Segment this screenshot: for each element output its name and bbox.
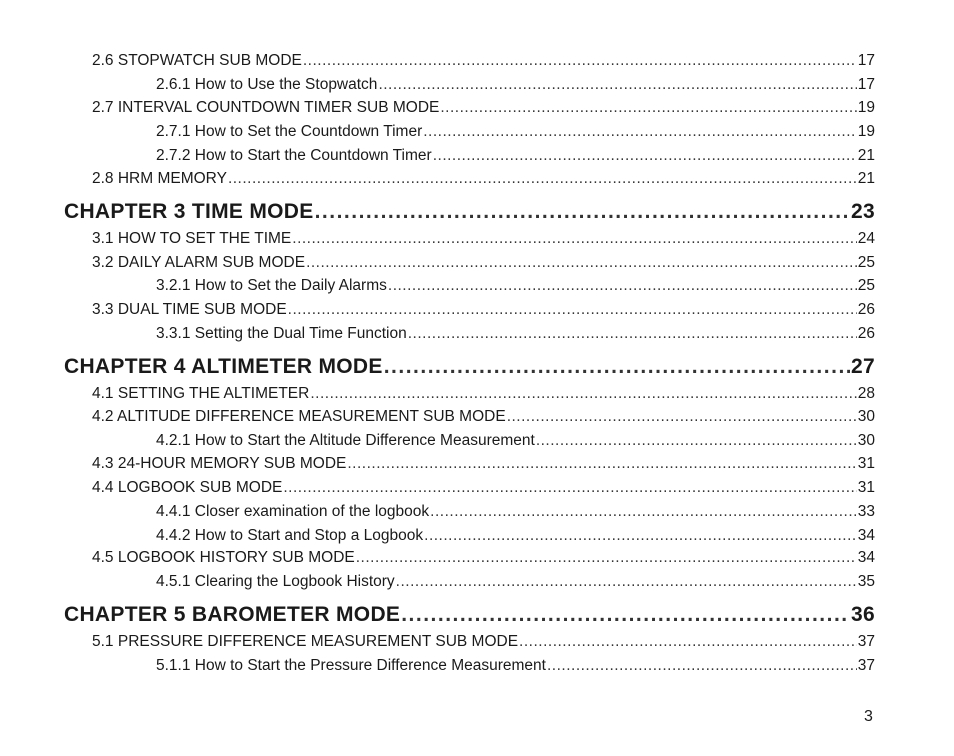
toc-entry-title: 4.2.1 How to Start the Altitude Difference Measurement: [156, 432, 535, 449]
toc-entry-title: CHAPTER 5 BAROMETER MODE: [64, 603, 401, 626]
toc-entry-title: 2.8 HRM MEMORY: [92, 170, 227, 187]
dot-leader: [378, 76, 856, 94]
toc-chapter-entry: [64, 355, 875, 383]
dot-leader: [283, 479, 856, 497]
dot-leader: [347, 455, 856, 473]
dot-leader: [288, 301, 857, 319]
dot-leader: [433, 147, 857, 165]
toc-entry-title: 2.6 STOPWATCH SUB MODE: [92, 52, 302, 69]
toc-entry: [156, 123, 875, 145]
toc-entry-page: 28: [857, 385, 875, 402]
toc-entry-page: 37: [857, 633, 875, 650]
toc-chapter-entry: [64, 603, 875, 631]
toc-entry-title: 2.6.1 How to Use the Stopwatch: [156, 76, 378, 93]
toc-entry-page: 24: [857, 230, 875, 247]
toc-entry: [92, 99, 875, 121]
toc-entry-page: 26: [857, 301, 875, 318]
toc-entry-title: 2.7.1 How to Set the Countdown Timer: [156, 123, 423, 140]
dot-leader: [356, 549, 857, 567]
toc-entry-page: 27: [851, 355, 875, 378]
toc-entry: [156, 277, 875, 299]
toc-entry-page: 23: [851, 200, 875, 223]
toc-entry: [92, 170, 875, 192]
toc-entry-title: 4.5 LOGBOOK HISTORY SUB MODE: [92, 549, 355, 566]
toc-entry-title: 5.1 PRESSURE DIFFERENCE MEASUREMENT SUB MODE: [92, 633, 519, 650]
toc-entry: [92, 455, 875, 477]
toc-entry: [92, 254, 875, 276]
toc-entry-title: 2.7 INTERVAL COUNTDOWN TIMER SUB MODE: [92, 99, 440, 116]
toc-entry-page: 34: [857, 549, 875, 566]
dot-leader: [440, 99, 856, 117]
toc-entry: [156, 325, 875, 347]
toc-entry-title: 4.5.1 Clearing the Logbook History: [156, 573, 395, 590]
dot-leader: [384, 355, 850, 379]
toc-entry: [92, 301, 875, 323]
toc-entry: [156, 657, 875, 679]
toc-entry-page: 25: [857, 277, 875, 294]
toc-entry-page: 19: [857, 99, 875, 116]
dot-leader: [519, 633, 857, 651]
toc-entry: [156, 527, 875, 549]
toc-entry-title: 4.1 SETTING THE ALTIMETER: [92, 385, 310, 402]
toc-entry-page: 26: [857, 325, 875, 342]
toc-entry-page: 31: [857, 455, 875, 472]
dot-leader: [306, 254, 857, 272]
dot-leader: [430, 503, 857, 521]
toc-entry-title: 4.2 ALTITUDE DIFFERENCE MEASUREMENT SUB MODE: [92, 408, 506, 425]
toc-entry-title: 3.1 HOW TO SET THE TIME: [92, 230, 292, 247]
toc-entry-page: 17: [857, 52, 875, 69]
toc-entry-page: 19: [857, 123, 875, 140]
toc-entry-title: 3.2.1 How to Set the Daily Alarms: [156, 277, 387, 294]
toc-entry: [92, 230, 875, 252]
dot-leader: [547, 657, 857, 675]
toc-entry-title: 3.3.1 Setting the Dual Time Function: [156, 325, 407, 342]
toc-entry-title: CHAPTER 3 TIME MODE: [64, 200, 314, 223]
page-number: 3: [864, 708, 873, 725]
toc-entry-page: 34: [857, 527, 875, 544]
dot-leader: [388, 277, 857, 295]
toc-entry-page: 33: [857, 503, 875, 520]
dot-leader: [424, 527, 857, 545]
toc-entry: [92, 385, 875, 407]
toc-entry-page: 37: [857, 657, 875, 674]
toc-entry-title: 3.2 DAILY ALARM SUB MODE: [92, 254, 306, 271]
dot-leader: [303, 52, 857, 70]
dot-leader: [423, 123, 857, 141]
dot-leader: [401, 603, 850, 627]
toc-entry-page: 36: [851, 603, 875, 626]
toc-chapter-entry: [64, 200, 875, 228]
toc-entry-title: CHAPTER 4 ALTIMETER MODE: [64, 355, 383, 378]
toc-entry-page: 25: [857, 254, 875, 271]
toc-entry: [92, 549, 875, 571]
toc-entry: [92, 52, 875, 74]
toc-entry: [92, 633, 875, 655]
toc-entry-title: 3.3 DUAL TIME SUB MODE: [92, 301, 287, 318]
toc-entry-page: 21: [857, 147, 875, 164]
toc-entry-title: 4.4.2 How to Start and Stop a Logbook: [156, 527, 424, 544]
toc-entry-title: 4.3 24-HOUR MEMORY SUB MODE: [92, 455, 347, 472]
dot-leader: [228, 170, 857, 188]
toc-entry: [92, 408, 875, 430]
toc-entry: [156, 76, 875, 98]
toc-entry: [156, 432, 875, 454]
toc-entry-page: 35: [857, 573, 875, 590]
toc-entry-page: 17: [857, 76, 875, 93]
toc-entry-title: 5.1.1 How to Start the Pressure Difference Measurement: [156, 657, 546, 674]
dot-leader: [408, 325, 857, 343]
toc-entry-page: 21: [857, 170, 875, 187]
toc-entry-title: 4.4.1 Closer examination of the logbook: [156, 503, 430, 520]
toc-entry-title: 4.4 LOGBOOK SUB MODE: [92, 479, 283, 496]
dot-leader: [292, 230, 856, 248]
toc-entry-page: 30: [857, 408, 875, 425]
dot-leader: [315, 200, 850, 224]
toc-entry: [156, 503, 875, 525]
toc-entry-page: 30: [857, 432, 875, 449]
toc-entry-page: 31: [857, 479, 875, 496]
dot-leader: [507, 408, 857, 426]
dot-leader: [310, 385, 856, 403]
toc-entry: [92, 479, 875, 501]
dot-leader: [536, 432, 857, 450]
toc-entry: [156, 147, 875, 169]
toc-entry-title: 2.7.2 How to Start the Countdown Timer: [156, 147, 432, 164]
dot-leader: [396, 573, 857, 591]
toc-entry: [156, 573, 875, 595]
